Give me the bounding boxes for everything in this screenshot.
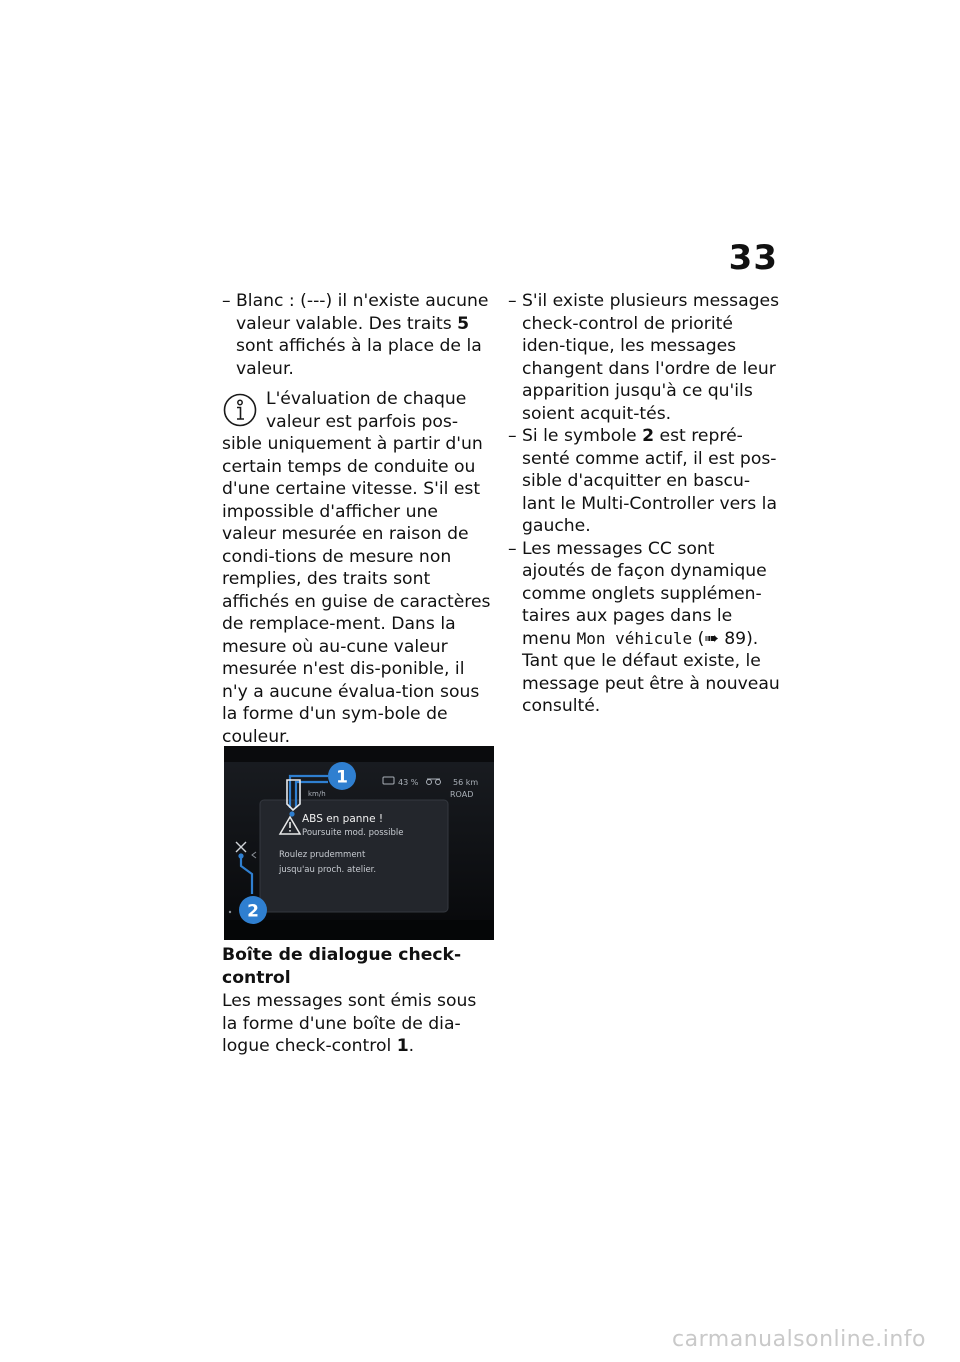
list-item-text-before: Les messages CC sont ajoutés de façon dynamique comme onglets supplémen-taires aux pages dans le menu — [522, 538, 767, 649]
dashboard-illustration — [224, 746, 494, 940]
xref-open: ( — [692, 628, 705, 649]
reference-number: 2 — [642, 426, 655, 446]
check-control-dialog-figure — [224, 746, 494, 940]
right-column — [508, 290, 780, 718]
list-dash: – — [508, 538, 517, 559]
menu-name: Mon véhicule — [576, 628, 693, 648]
list-item-text: S'il existe plusieurs messages check-control de priorité iden-tique, les messages changent dans l'ordre de leur apparition jusqu'à ce qu'ils soient acquit-tés. — [522, 291, 780, 424]
list-dash: – — [222, 291, 231, 311]
info-icon — [222, 392, 258, 428]
figure-heading: Boîte de dialogue check-control — [222, 945, 462, 988]
range-value: 56 km — [453, 778, 479, 787]
alert-message-line2: jusqu'au proch. atelier. — [279, 865, 377, 875]
page-number: 33 — [728, 238, 778, 278]
list-item-blanc — [222, 290, 492, 380]
list-item-text-after: Tant que le défaut existe, le message peut être à nouveau consulté. — [522, 651, 780, 716]
info-lead-text: L'évaluation de chaque valeur est parfois pos- — [266, 389, 467, 432]
speed-unit: km/h — [308, 790, 326, 798]
list-item-text-after: est repré-senté comme actif, il est pos-sible d'acquitter en bascu-lant le Multi-Controller vers la gauche. — [522, 426, 777, 536]
page-reference-arrow-icon: ➠ — [704, 628, 719, 649]
battery-level: 43 % — [398, 778, 419, 787]
caption-text: Les messages sont émis sous la forme d'une boîte de dia-logue check-control — [222, 991, 477, 1056]
caption-reference: 1 — [396, 1036, 409, 1056]
reference-number: 5 — [457, 313, 470, 334]
list-item-symbol-2 — [508, 425, 780, 538]
callout-2-number: 2 — [247, 901, 259, 922]
left-column — [222, 290, 492, 748]
page-reference-link[interactable]: 89). — [718, 628, 759, 649]
list-item-text-before: Si le symbole — [522, 426, 643, 446]
info-body-text: sible uniquement à partir d'un certain temps de conduite ou d'une certaine vitesse. S'il est impossible d'afficher une valeur mesurée en raison de condi-tions de mesure non remplies, des traits sont affichés en guise de caractères de remplace-ment. Dans la mesure où au-cune valeur mesurée n'est dis-ponible, il n'y a aucune évalua-tion sous la forme d'un sym-bole de couleur. — [222, 434, 491, 747]
ride-mode: ROAD — [450, 790, 474, 799]
alert-message-line1: Roulez prudemment — [279, 850, 366, 860]
list-item-cc-messages — [508, 538, 780, 718]
list-item-text-before: Blanc : (---) il n'existe aucune valeur valable. Des traits — [236, 291, 489, 334]
callout-1-number: 1 — [336, 767, 348, 788]
alert-subtitle: Poursuite mod. possible — [302, 828, 404, 838]
list-item-text — [236, 290, 492, 380]
list-item-text — [522, 538, 780, 718]
list-dash: – — [508, 291, 517, 311]
info-note — [222, 388, 492, 748]
figure-caption — [222, 990, 492, 1058]
alert-title: ABS en panne ! — [302, 813, 384, 825]
list-dash: – — [508, 426, 517, 446]
watermark: carmanualsonline.info — [672, 1327, 926, 1352]
list-item-text-after: sont affichés à la place de la valeur. — [236, 336, 482, 379]
caption-text-end: . — [408, 1036, 415, 1056]
list-item-text — [522, 425, 780, 538]
list-item-multiple-messages — [508, 290, 780, 425]
